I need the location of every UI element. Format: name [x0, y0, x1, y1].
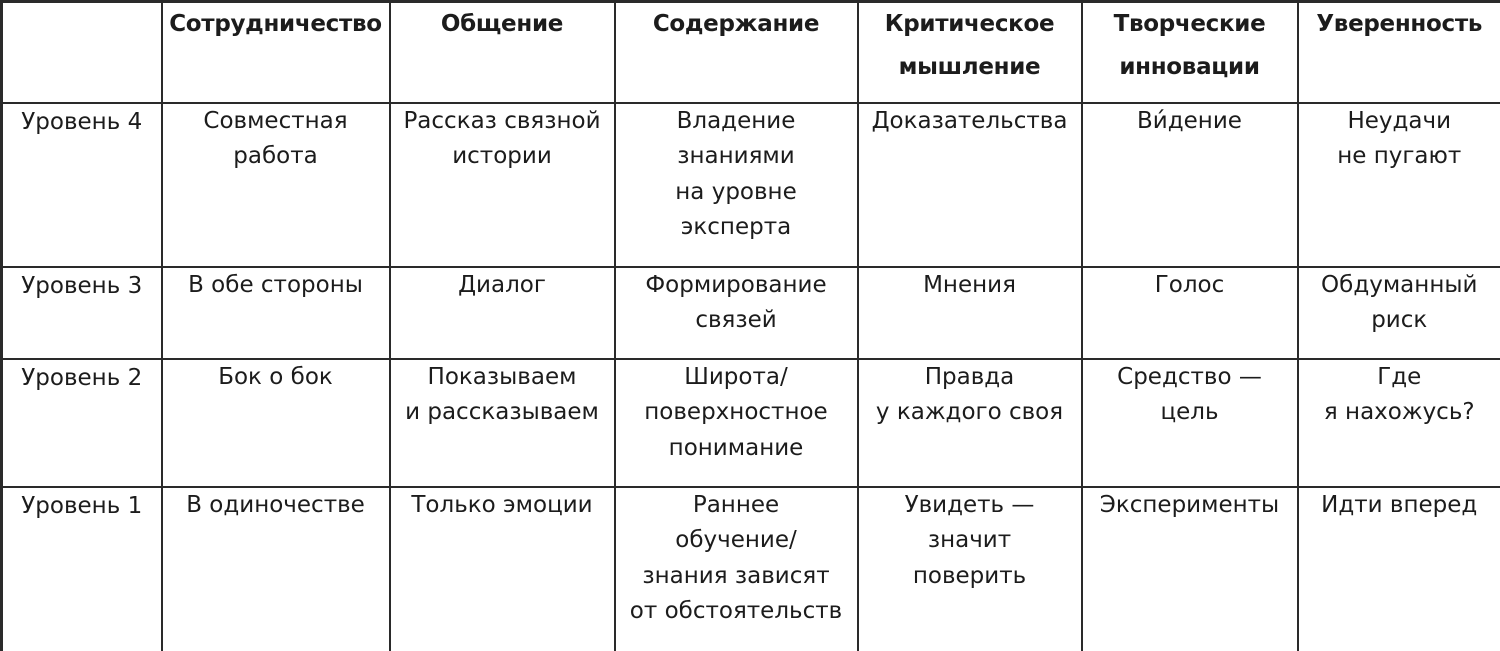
table-row-level-1 — [2, 487, 1500, 651]
table-cell: Ви́дение — [1082, 103, 1298, 267]
table-cell: В обе стороны — [162, 267, 390, 359]
table-row-level-3 — [2, 267, 1500, 359]
table-cell: Правда у каждого своя — [858, 359, 1082, 487]
row-label-level-4: Уровень 4 — [2, 103, 162, 267]
column-header-communication: Общение — [390, 2, 615, 103]
table-cell: Доказательства — [858, 103, 1082, 267]
table-row-level-4 — [2, 103, 1500, 267]
table-cell: Формирование связей — [615, 267, 858, 359]
column-header-confidence: Уверенность — [1298, 2, 1500, 103]
row-label-level-2: Уровень 2 — [2, 359, 162, 487]
table-cell: Показываем и рассказываем — [390, 359, 615, 487]
table-cell: Широта/ поверхностное понимание — [615, 359, 858, 487]
table-cell: Бок о бок — [162, 359, 390, 487]
table-cell: Средство — цель — [1082, 359, 1298, 487]
row-label-level-1: Уровень 1 — [2, 487, 162, 651]
table-cell: Неудачи не пугают — [1298, 103, 1500, 267]
table-cell: В одиночестве — [162, 487, 390, 651]
column-header-creative-innovation: Творческие инновации — [1082, 2, 1298, 103]
table-cell: Мнения — [858, 267, 1082, 359]
row-label-level-3: Уровень 3 — [2, 267, 162, 359]
column-header-critical-thinking: Критическое мышление — [858, 2, 1082, 103]
table-cell: Увидеть — значит поверить — [858, 487, 1082, 651]
table-cell: Совместная работа — [162, 103, 390, 267]
header-row — [2, 2, 1500, 103]
table-cell: Диалог — [390, 267, 615, 359]
column-header-content: Содержание — [615, 2, 858, 103]
table-cell: Рассказ связной истории — [390, 103, 615, 267]
column-header-collaboration: Сотрудничество — [162, 2, 390, 103]
table-cell: Голос — [1082, 267, 1298, 359]
table-cell: Обдуманный риск — [1298, 267, 1500, 359]
table-cell: Где я нахожусь? — [1298, 359, 1500, 487]
table-row-level-2 — [2, 359, 1500, 487]
table-cell: Владение знаниями на уровне эксперта — [615, 103, 858, 267]
table-cell: Идти вперед — [1298, 487, 1500, 651]
table-cell: Эксперименты — [1082, 487, 1298, 651]
corner-cell — [2, 2, 162, 103]
table-cell: Только эмоции — [390, 487, 615, 651]
table-cell: Раннее обучение/ знания зависят от обстоятельств — [615, 487, 858, 651]
